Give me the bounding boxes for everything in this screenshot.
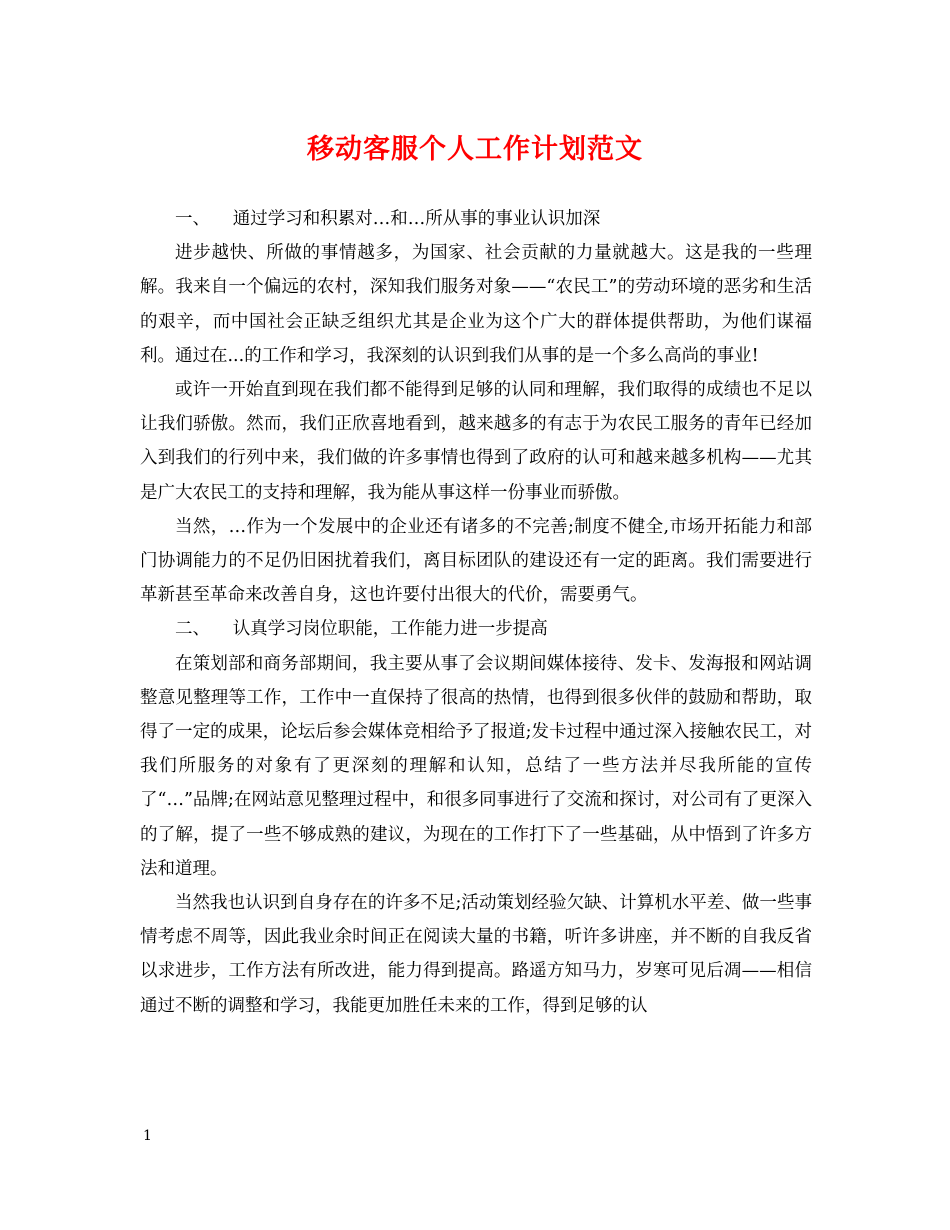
- document-body: [140, 202, 812, 1023]
- section-heading: [140, 202, 812, 236]
- document-title: 移动客服个人工作计划范文: [307, 134, 643, 165]
- paragraph: 在策划部和商务部期间，我主要从事了会议期间媒体接待、发卡、发海报和网站调整意见整理等工作，工作中一直保持了很高的热情，也得到很多伙伴的鼓励和帮助，取得了一定的成果，论坛后参会媒体竞相给予了报道;发卡过程中通过深入接触农民工，对我们所服务的对象有了更深刻的理解和认知，总结了一些方法并尽我所能的宣传了“…”品牌;在网站意见整理过程中，和很多同事进行了交流和探讨，对公司有了更深入的了解，提了一些不够成熟的建议，为现在的工作打下了一些基础，从中悟到了许多方法和道理。: [140, 653, 812, 879]
- page-number: 1: [143, 1128, 152, 1144]
- section-heading-text: 通过学习和积累对…和…所从事的事业认识加深: [232, 209, 601, 229]
- section-number: 一、: [175, 209, 210, 229]
- section-heading: [140, 612, 812, 646]
- section-heading-text: 认真学习岗位职能，工作能力进一步提高: [232, 619, 548, 640]
- paragraph: 或许一开始直到现在我们都不能得到足够的认同和理解，我们取得的成绩也不足以让我们骄傲。然而，我们正欣喜地看到，越来越多的有志于为农民工服务的青年已经加入到我们的行列中来，我们做的许多事情也得到了政府的认可和越来越多机构——尤其是广大农民工的支持和理解，我为能从事这样一份事业而骄傲。: [140, 380, 812, 503]
- paragraph: 当然我也认识到自身存在的许多不足;活动策划经验欠缺、计算机水平差、做一些事情考虑不周等，因此我业余时间正在阅读大量的书籍，听许多讲座，并不断的自我反省以求进步，工作方法有所改进，能力得到提高。路遥方知马力，岁寒可见后凋——相信通过不断的调整和学习，我能更加胜任未来的工作，得到足够的认: [140, 893, 812, 1016]
- section-number: 二、: [175, 619, 210, 640]
- paragraph: 当然，…作为一个发展中的企业还有诸多的不完善;制度不健全,市场开拓能力和部门协调能力的不足仍旧困扰着我们，离目标团队的建设还有一定的距离。我们需要进行革新甚至革命来改善自身，这也许要付出很大的代价，需要勇气。: [140, 516, 812, 606]
- paragraph: 进步越快、所做的事情越多，为国家、社会贡献的力量就越大。这是我的一些理解。我来自一个偏远的农村，深知我们服务对象——“农民工”的劳动环境的恶劣和生活的艰辛，而中国社会正缺乏组织尤其是企业为这个广大的群体提供帮助，为他们谋福利。通过在...的工作和学习，我深刻的认识到我们从事的是一个多么高尚的事业!: [140, 243, 812, 366]
